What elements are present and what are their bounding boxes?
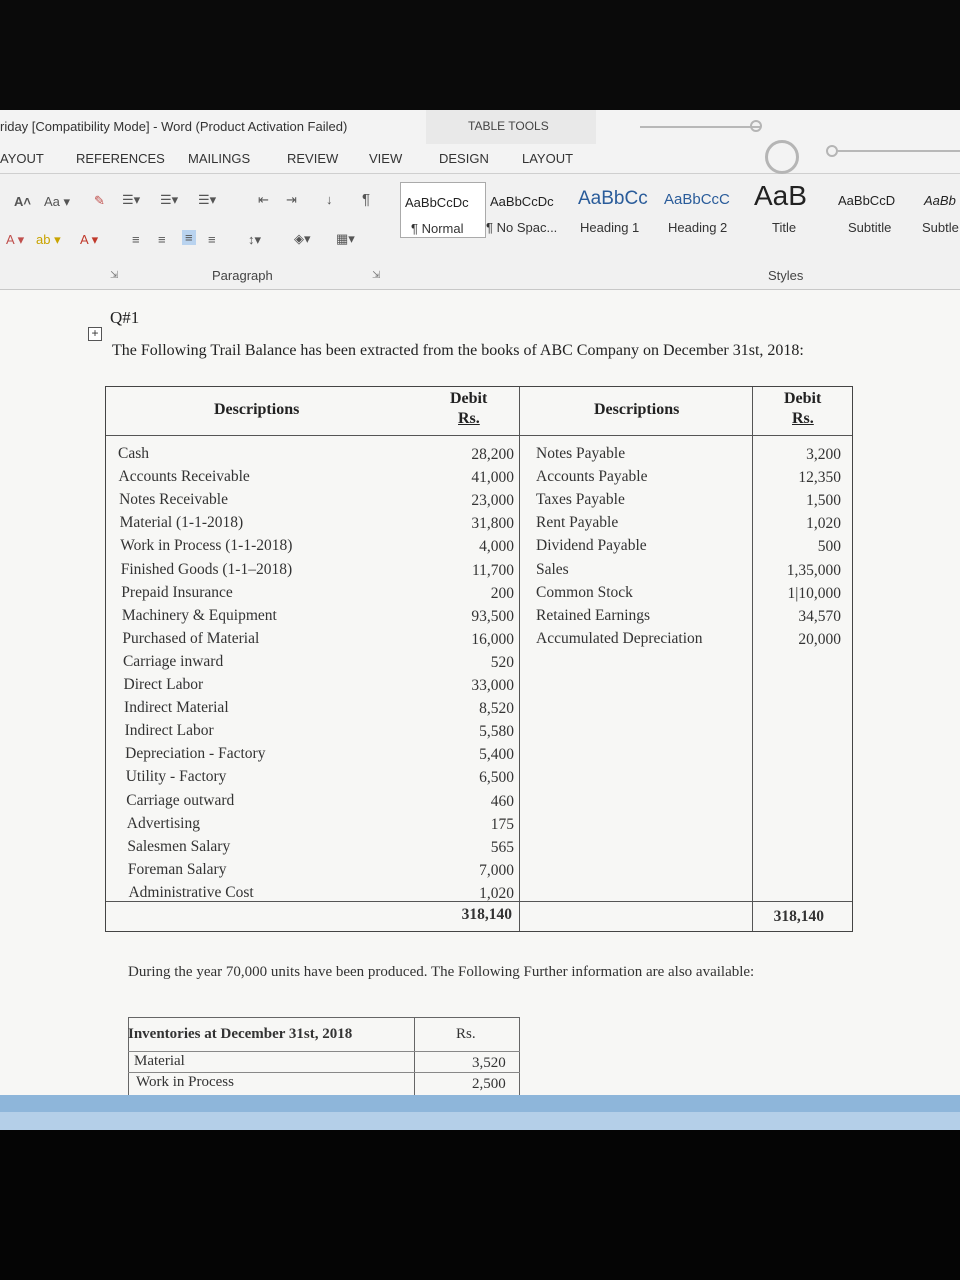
tab-table-layout[interactable]: LAYOUT: [522, 151, 574, 166]
table-header-divider: [106, 435, 852, 436]
header-debit-right: Debit: [784, 390, 822, 407]
right-row-description: Accounts Payable: [536, 468, 648, 486]
production-note: During the year 70,000 units have been produced. The Following Further information are also available:: [128, 964, 755, 980]
left-row-description: Carriage inward: [122, 652, 224, 670]
left-row-description: Advertising: [126, 814, 200, 832]
left-row-amount: 93,500: [471, 607, 514, 625]
shading-icon[interactable]: ◈▾: [294, 231, 311, 246]
align-left-icon[interactable]: ≡: [132, 232, 140, 247]
header-debit-left: Debit: [450, 390, 488, 407]
font-color-icon[interactable]: A ▾: [80, 232, 99, 247]
right-row-description: Dividend Payable: [536, 537, 647, 555]
left-total: 318,140: [461, 906, 512, 923]
right-row-description: Sales: [536, 560, 569, 578]
tab-review[interactable]: REVIEW: [287, 151, 339, 166]
left-row-description: Indirect Labor: [124, 722, 214, 740]
paragraph-group-label: Paragraph: [212, 268, 273, 283]
multilevel-list-icon[interactable]: ☰▾: [198, 192, 217, 207]
left-row-amount: 5,580: [479, 723, 514, 741]
right-row-amount: 500: [817, 538, 841, 556]
left-row-amount: 7,000: [479, 861, 514, 879]
left-row-amount: 520: [490, 653, 514, 671]
header-currency-left: Rs.: [458, 410, 480, 427]
font-launcher-icon[interactable]: ⇲: [110, 270, 119, 281]
document-page[interactable]: [0, 290, 960, 1095]
decor-line: [838, 150, 960, 152]
right-row-description: Accumulated Depreciation: [536, 629, 703, 647]
question-number: Q#1: [110, 308, 140, 327]
decor-circle: [826, 145, 838, 157]
left-row-amount: 41,000: [471, 469, 514, 487]
header-descriptions-right: Descriptions: [594, 401, 680, 418]
left-row-description: Prepaid Insurance: [121, 583, 233, 601]
right-row-description: Taxes Payable: [536, 491, 625, 509]
right-row-amount: 20,000: [798, 630, 841, 648]
left-row-description: Indirect Material: [124, 699, 229, 717]
style-heading-2[interactable]: AaBbCcC Heading 2: [664, 191, 730, 235]
style-title[interactable]: AaB Title: [754, 180, 807, 235]
inventory-item-desc: Material: [134, 1053, 185, 1069]
left-row-amount: 8,520: [479, 700, 514, 718]
status-bar-lower: [0, 1112, 960, 1130]
inventory-item-amount: 3,520: [472, 1055, 506, 1071]
table-move-handle-icon[interactable]: +: [88, 327, 102, 341]
right-row-amount: 34,570: [798, 607, 841, 625]
decor-line: [640, 126, 760, 128]
line-spacing-icon[interactable]: ↕▾: [248, 232, 262, 247]
left-row-description: Machinery & Equipment: [121, 606, 277, 624]
inventories-row-divider: [128, 1072, 520, 1073]
pilcrow-icon[interactable]: ¶: [362, 191, 371, 208]
left-row-description: Accounts Receivable: [118, 468, 250, 486]
left-row-amount: 28,200: [471, 446, 514, 463]
clear-format-icon[interactable]: ✎: [94, 193, 105, 208]
align-right-icon[interactable]: ≡: [182, 230, 196, 245]
style-subtle[interactable]: AaBb Subtle: [922, 193, 959, 235]
right-row-amount: 1,500: [806, 492, 841, 510]
left-row-description: Work in Process (1-1-2018): [120, 537, 293, 555]
left-row-amount: 460: [490, 792, 514, 810]
right-row-description: Notes Payable: [536, 445, 626, 462]
left-row-description: Finished Goods (1-1–2018): [120, 560, 293, 578]
styles-group-label: Styles: [768, 268, 804, 283]
right-row-description: Retained Earnings: [536, 606, 651, 624]
inventory-item-amount: 2,500: [472, 1076, 506, 1092]
table-tools-group: [426, 110, 596, 144]
grow-font-icon[interactable]: A˄: [14, 194, 31, 209]
left-row-amount: 5,400: [479, 746, 514, 764]
sort-icon[interactable]: ↓: [326, 192, 333, 207]
right-row-amount: 1,020: [806, 515, 841, 533]
title-bar: [0, 110, 960, 144]
tab-mailings[interactable]: MAILINGS: [188, 151, 251, 166]
left-row-amount: 1,020: [479, 884, 514, 902]
logo-icon: [765, 140, 799, 174]
justify-icon[interactable]: ≡: [208, 232, 216, 247]
right-total: 318,140: [773, 908, 824, 925]
styles-gallery: [396, 182, 960, 238]
inventories-currency: Rs.: [456, 1026, 476, 1042]
header-currency-right: Rs.: [792, 410, 814, 427]
style-normal[interactable]: AaBbCcDc ¶ Normal: [400, 182, 486, 238]
left-row-amount: 4,000: [479, 538, 514, 556]
style-no-spacing[interactable]: AaBbCcDc ¶ No Spac...: [486, 194, 558, 235]
inventories-heading: Inventories at December 31st, 2018: [128, 1026, 353, 1042]
trial-balance-table[interactable]: [105, 386, 853, 932]
right-row-description: Rent Payable: [536, 514, 619, 532]
table-tools-label: TABLE TOOLS: [468, 119, 549, 133]
highlight-icon[interactable]: ab ▾: [36, 232, 61, 247]
table-column-divider: [519, 387, 520, 931]
left-row-description: Purchased of Material: [122, 629, 260, 647]
tab-layout-page[interactable]: AYOUT: [0, 151, 44, 166]
left-row-description: Depreciation - Factory: [125, 745, 266, 763]
increase-indent-icon[interactable]: ⇥: [286, 192, 297, 207]
word-window: [0, 110, 960, 1130]
tab-view[interactable]: VIEW: [369, 151, 403, 166]
right-row-amount: 1|10,000: [787, 584, 841, 602]
inventories-column-divider: [414, 1017, 415, 1095]
paragraph-launcher-icon[interactable]: ⇲: [372, 270, 381, 281]
inventories-row-divider: [128, 1051, 520, 1052]
left-row-description: Administrative Cost: [128, 883, 254, 901]
right-row-amount: 1,35,000: [786, 561, 841, 579]
left-row-amount: 31,800: [471, 515, 514, 533]
inventory-item-desc: Work in Process: [136, 1074, 234, 1090]
left-row-description: Material (1-1-2018): [119, 514, 244, 532]
photo-border-bottom: [0, 1130, 960, 1280]
left-row-amount: 200: [490, 584, 514, 602]
right-row-amount: 12,350: [798, 469, 841, 487]
left-row-description: Salesmen Salary: [127, 837, 231, 855]
left-row-amount: 11,700: [471, 561, 514, 579]
window-title: riday [Compatibility Mode] - Word (Product Activation Failed): [0, 119, 348, 134]
left-row-description: Utility - Factory: [125, 768, 227, 786]
tab-design[interactable]: DESIGN: [439, 151, 489, 166]
inventories-table[interactable]: [128, 1017, 520, 1095]
intro-paragraph: The Following Trail Balance has been extracted from the books of ABC Company on December 31st, 2018:: [112, 342, 804, 359]
left-row-description: Foreman Salary: [127, 860, 227, 878]
left-row-description: Cash: [118, 445, 149, 462]
right-row-amount: 3,200: [806, 446, 841, 463]
left-row-amount: 565: [490, 838, 514, 856]
change-case-button[interactable]: Aa ▾: [44, 194, 71, 209]
style-subtitle[interactable]: AaBbCcD Subtitle: [838, 193, 896, 235]
decor-circle: [750, 120, 762, 132]
left-row-amount: 6,500: [479, 769, 514, 787]
align-center-icon[interactable]: ≡: [158, 232, 166, 247]
text-effects-icon[interactable]: A ▾: [6, 232, 25, 247]
left-row-amount: 175: [490, 815, 514, 833]
borders-icon[interactable]: ▦▾: [336, 231, 355, 246]
left-row-description: Carriage outward: [126, 791, 235, 809]
numbering-icon[interactable]: ☰▾: [160, 192, 179, 207]
left-row-amount: 16,000: [471, 630, 514, 648]
left-row-description: Notes Receivable: [119, 491, 228, 509]
bullets-icon[interactable]: ☰▾: [122, 192, 141, 207]
ribbon: [0, 174, 960, 290]
left-row-amount: 23,000: [471, 492, 514, 510]
decrease-indent-icon[interactable]: ⇤: [258, 192, 269, 207]
tab-references[interactable]: REFERENCES: [76, 151, 165, 166]
left-row-amount: 33,000: [471, 677, 514, 694]
header-descriptions-left: Descriptions: [214, 401, 300, 418]
left-row-description: Direct Labor: [123, 676, 204, 693]
photo-border-top: [0, 0, 960, 110]
ribbon-tabs: [0, 144, 960, 174]
right-row-description: Common Stock: [536, 583, 633, 601]
style-heading-1[interactable]: AaBbCc Heading 1: [578, 188, 648, 235]
